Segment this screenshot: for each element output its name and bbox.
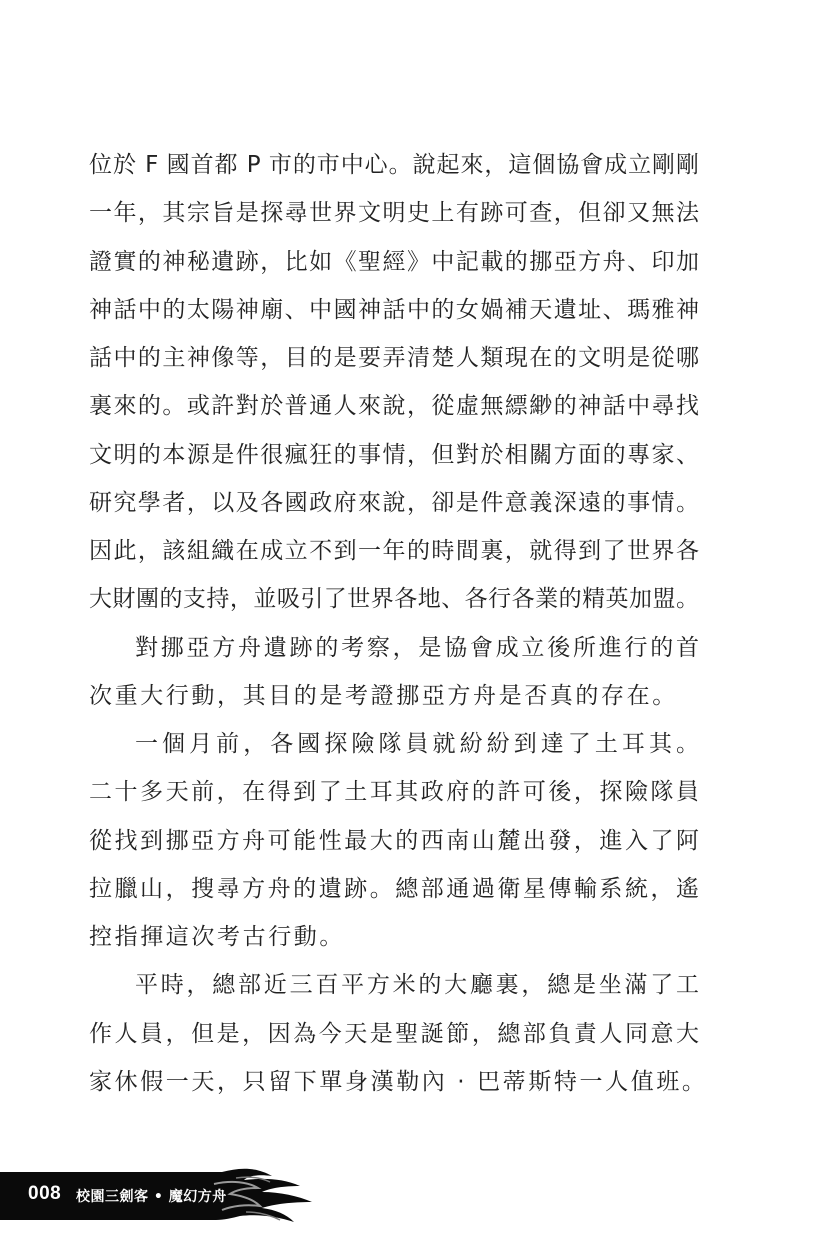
text-line: 一年，其宗旨是探尋世界文明史上有跡可查，但卻又無法 [89,200,699,227]
text-line: 大財團的支持，並吸引了世界各地、各行各業的精英加盟。 [89,586,699,613]
text-line: 次重大行動，其目的是考證挪亞方舟是否真的存在。 [89,682,678,709]
book-title: 校園三劍客 • 魔幻方舟 [76,1189,227,1205]
text-line: 作人員，但是，因為今天是聖誕節，總部負責人同意大 [89,1020,699,1047]
page-footer [0,1168,320,1224]
text-line: 對挪亞方舟遺跡的考察，是協會成立後所進行的首 [135,634,699,661]
text-line: 因此，該組織在成立不到一年的時間裏，就得到了世界各 [89,538,699,564]
text-line: 平時，總部近三百平方米的大廳裏，總是坐滿了工 [135,972,699,999]
text-line: 家休假一天，只留下單身漢勒內 · 巴蒂斯特一人值班。 [89,1068,708,1095]
text-line: 文明的本源是件很瘋狂的事情，但對於相關方面的專家、 [89,441,699,468]
text-line: 證實的神秘遺跡，比如《聖經》中記載的挪亞方舟、印加 [89,248,699,275]
text-line: 話中的主神像等，目的是要弄清楚人類現在的文明是從哪 [89,345,699,371]
page-number: 008 [28,1183,62,1204]
body-text [89,146,708,1111]
text-line: 二十多天前，在得到了土耳其政府的許可後，探險隊員 [89,779,699,806]
text-line: 裏來的。或許對於普通人來說，從虛無縹緲的神話中尋找 [89,393,699,420]
text-line: 控指揮這次考古行動。 [89,924,345,950]
text-line: 神話中的太陽神廟、中國神話中的女媧補天遺址、瑪雅神 [89,296,699,323]
text-line: 從找到挪亞方舟可能性最大的西南山麓出發，進入了阿 [89,827,699,854]
text-line: 位於 F 國首都 P 市的市中心。說起來，這個協會成立剛剛 [89,152,699,178]
text-line: 一個月前，各國探險隊員就紛紛到達了土耳其。 [135,731,699,757]
text-line: 拉臘山，搜尋方舟的遺跡。總部通過衛星傳輸系統，遙 [89,875,699,902]
text-line: 研究學者，以及各國政府來說，卻是件意義深遠的事情。 [89,489,699,516]
